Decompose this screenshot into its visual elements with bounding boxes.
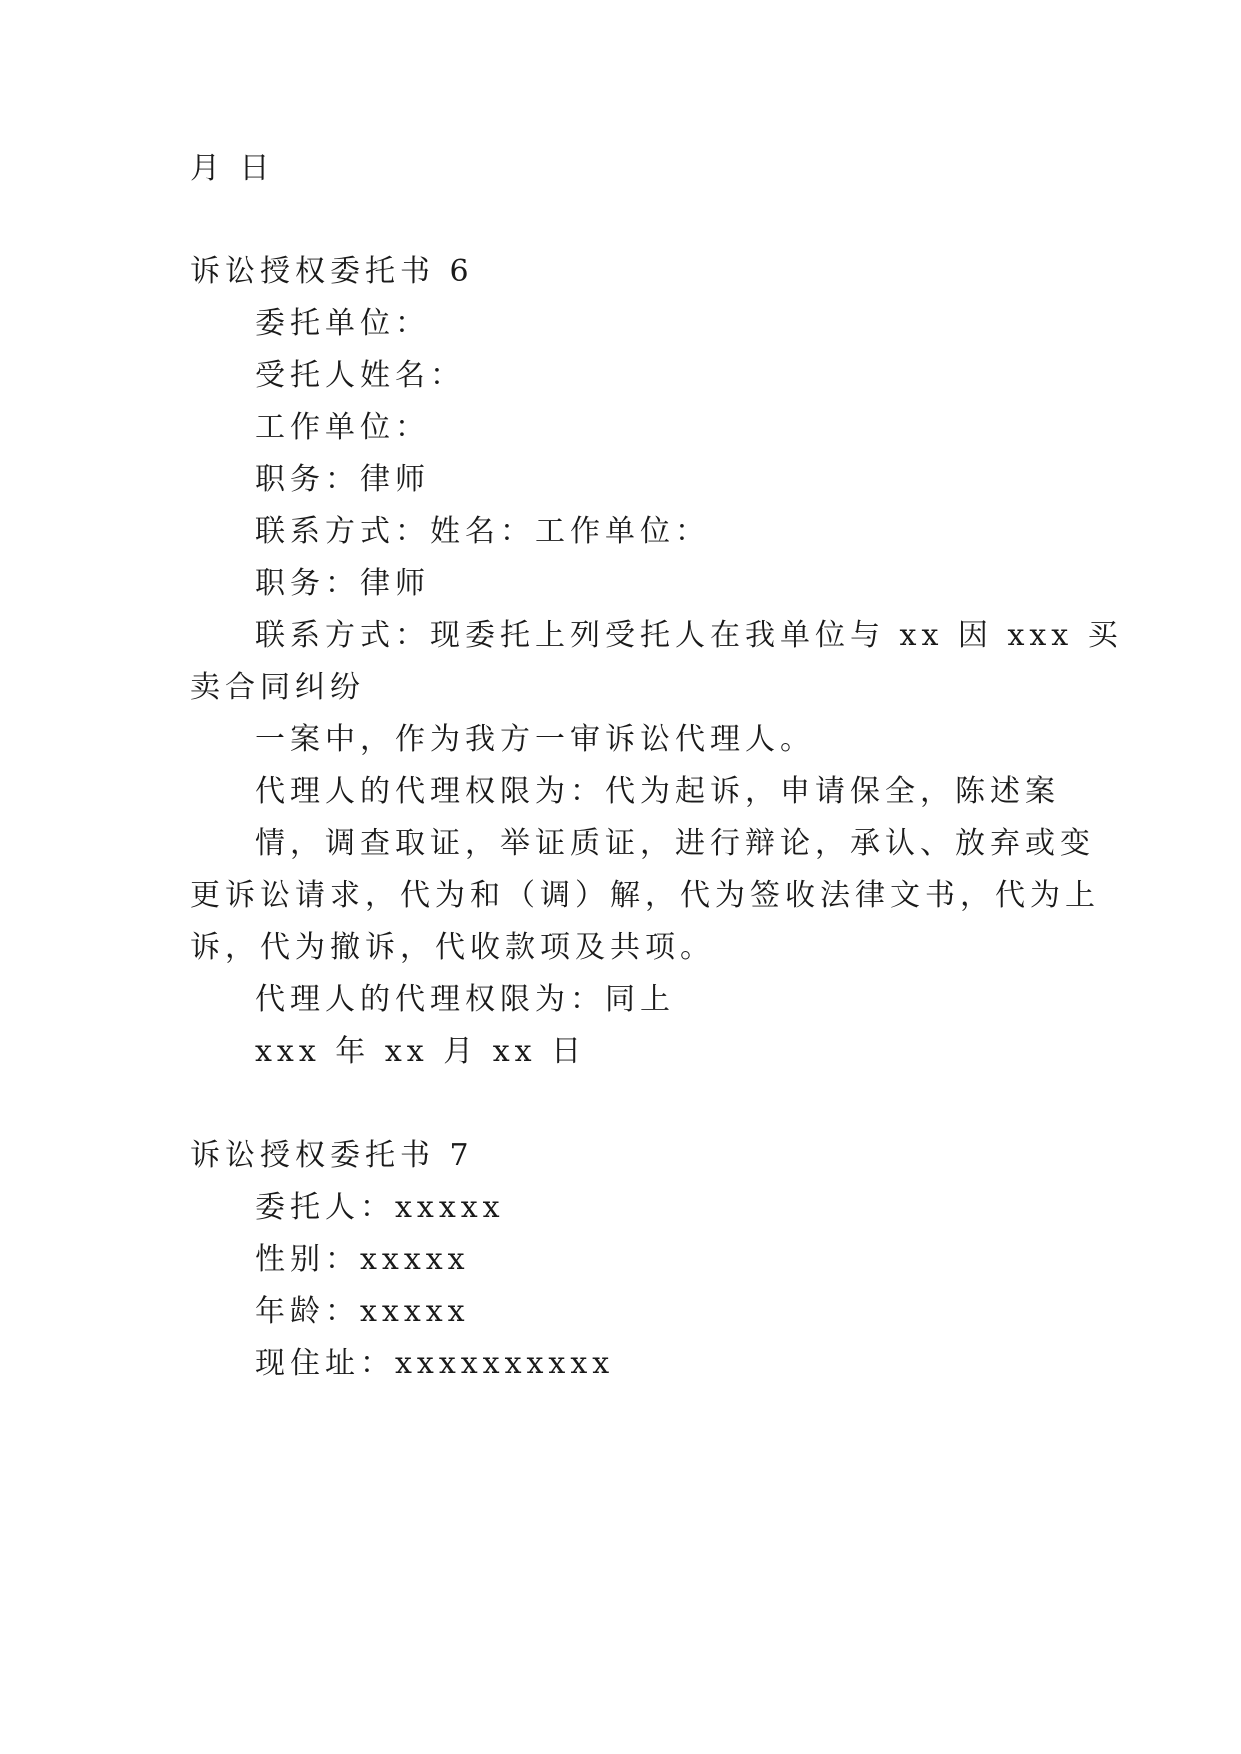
authority-line-2: 情，调查取证，举证质证，进行辩论，承认、放弃或变	[255, 826, 1095, 861]
entrusting-unit-line: 委托单位：	[255, 306, 430, 341]
contract-dispute-line: 卖合同纠纷	[190, 670, 365, 705]
contact-line: 联系方式：姓名：工作单位：	[255, 514, 710, 549]
date-tail-line: 月 日	[190, 151, 275, 186]
address-line: 现住址：xxxxxxxxxx	[255, 1346, 615, 1381]
age-line: 年龄：xxxxx	[255, 1294, 470, 1329]
contact-entrust-line: 联系方式：现委托上列受托人在我单位与 xx 因 xxx 买	[255, 618, 1123, 653]
gender-line: 性别：xxxxx	[255, 1242, 470, 1277]
section-6-date-line: xxx 年 xx 月 xx 日	[255, 1034, 587, 1069]
position-line-2: 职务：律师	[255, 566, 430, 601]
work-unit-line: 工作单位：	[255, 410, 430, 445]
authority-line-1: 代理人的代理权限为：代为起诉，申请保全，陈述案	[255, 774, 1060, 809]
position-line: 职务：律师	[255, 462, 430, 497]
case-agent-line: 一案中，作为我方一审诉讼代理人。	[255, 722, 815, 757]
trustee-name-line: 受托人姓名：	[255, 358, 465, 393]
authority-same-line: 代理人的代理权限为：同上	[255, 982, 675, 1017]
section-7-title: 诉讼授权委托书 7	[190, 1138, 474, 1173]
authority-line-4: 诉，代为撤诉，代收款项及共项。	[190, 930, 715, 965]
principal-line: 委托人：xxxxx	[255, 1190, 505, 1225]
section-6-title: 诉讼授权委托书 6	[190, 254, 474, 289]
authority-line-3: 更诉讼请求，代为和（调）解，代为签收法律文书，代为上	[190, 878, 1100, 913]
